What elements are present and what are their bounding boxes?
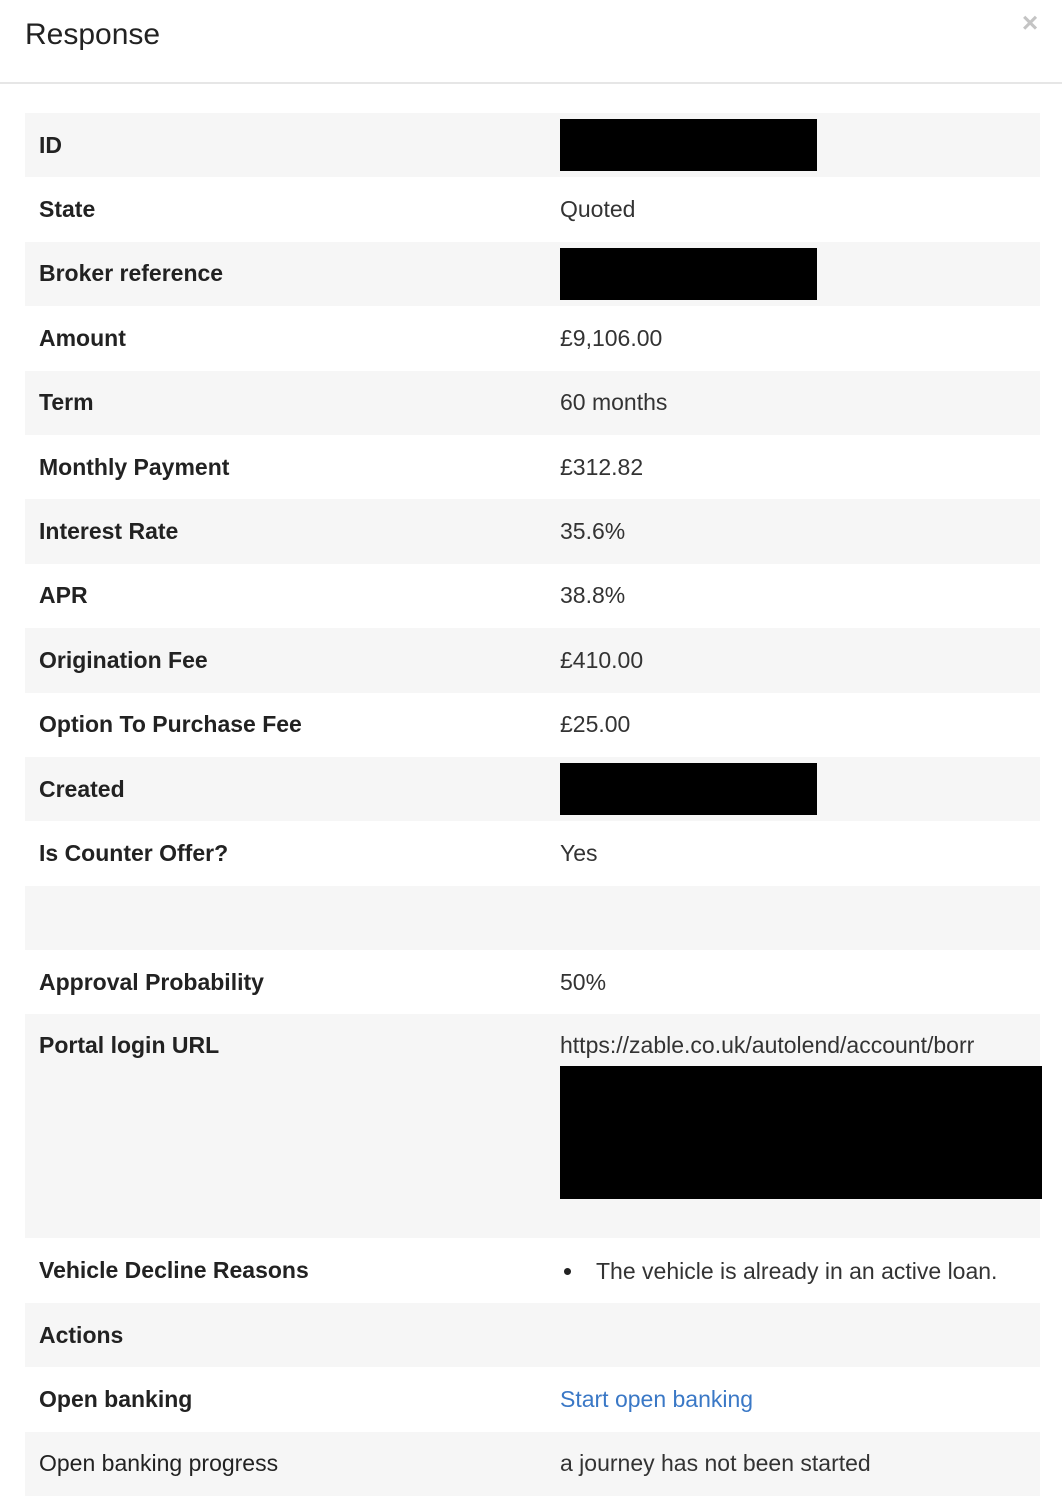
- portal-login-url-value: [560, 1014, 1040, 1238]
- term-value: 60 months: [560, 371, 1040, 435]
- redacted-block: [560, 1066, 1042, 1199]
- option-to-purchase-fee-value: £25.00: [560, 711, 631, 738]
- row-created: [25, 757, 1040, 821]
- is-counter-offer-value: Yes: [560, 839, 598, 866]
- approval-probability-label: Approval Probability: [39, 968, 264, 995]
- open-banking-label: Open banking: [39, 1385, 193, 1412]
- response-details-table: [25, 113, 1040, 1496]
- portal-login-url-label: Portal login URL: [25, 1014, 560, 1238]
- created-value: [560, 757, 1040, 821]
- row-actions: [25, 1303, 1040, 1367]
- vehicle-decline-reasons-label: Vehicle Decline Reasons: [39, 1257, 309, 1284]
- portal-login-url-text[interactable]: https://zable.co.uk/autolend/account/borr: [560, 1032, 975, 1059]
- broker-reference-value: [560, 242, 1040, 306]
- redacted-block: [560, 763, 817, 815]
- row-id: [25, 113, 1040, 177]
- actions-label: Actions: [25, 1303, 560, 1367]
- row-option-to-purchase-fee: [25, 693, 1040, 757]
- row-monthly-payment: [25, 435, 1040, 499]
- row-state: [25, 177, 1040, 241]
- row-apr: [25, 564, 1040, 628]
- created-label: Created: [25, 757, 560, 821]
- open-banking-progress-label: Open banking progress: [25, 1432, 560, 1496]
- list-item: The vehicle is already in an active loan.: [560, 1257, 1040, 1285]
- amount-label: Amount: [39, 324, 126, 351]
- close-icon[interactable]: ×: [1021, 7, 1039, 38]
- redacted-block: [560, 119, 817, 171]
- open-banking-value: [560, 1367, 1040, 1431]
- origination-fee-value: £410.00: [560, 628, 1040, 692]
- state-label: State: [39, 196, 96, 223]
- row-interest-rate: [25, 499, 1040, 563]
- amount-value: £9,106.00: [560, 324, 663, 351]
- id-label: ID: [25, 113, 560, 177]
- row-broker-reference: [25, 242, 1040, 306]
- state-value: Quoted: [560, 196, 636, 223]
- apr-label: APR: [39, 582, 88, 609]
- row-approval-probability: [25, 950, 1040, 1014]
- term-label: Term: [25, 371, 560, 435]
- row-vehicle-decline-reasons: [25, 1238, 1040, 1302]
- interest-rate-value: 35.6%: [560, 499, 1040, 563]
- row-empty: [25, 886, 1040, 950]
- modal-title: Response: [25, 18, 161, 51]
- row-amount: [25, 306, 1040, 370]
- redacted-block: [560, 248, 817, 300]
- approval-probability-value: 50%: [560, 968, 607, 995]
- origination-fee-label: Origination Fee: [25, 628, 560, 692]
- actions-value: [560, 1303, 1040, 1367]
- start-open-banking-link[interactable]: Start open banking: [560, 1385, 754, 1412]
- id-value: [560, 113, 1040, 177]
- row-origination-fee: [25, 628, 1040, 692]
- row-term: [25, 371, 1040, 435]
- row-open-banking-progress: [25, 1432, 1040, 1496]
- vehicle-decline-reasons-value: [560, 1238, 1040, 1302]
- apr-value: 38.8%: [560, 582, 626, 609]
- is-counter-offer-label: Is Counter Offer?: [39, 839, 229, 866]
- empty-label: [25, 886, 560, 950]
- option-to-purchase-fee-label: Option To Purchase Fee: [39, 711, 302, 738]
- empty-value: [560, 886, 1040, 950]
- monthly-payment-label: Monthly Payment: [39, 453, 230, 480]
- modal-header: [0, 0, 1062, 84]
- decline-reasons-list: [560, 1257, 1040, 1285]
- row-portal-login-url: [25, 1014, 1040, 1238]
- broker-reference-label: Broker reference: [25, 242, 560, 306]
- monthly-payment-value: £312.82: [560, 453, 644, 480]
- row-open-banking: [25, 1367, 1040, 1431]
- interest-rate-label: Interest Rate: [25, 499, 560, 563]
- row-is-counter-offer: [25, 821, 1040, 885]
- open-banking-progress-value: a journey has not been started: [560, 1432, 1040, 1496]
